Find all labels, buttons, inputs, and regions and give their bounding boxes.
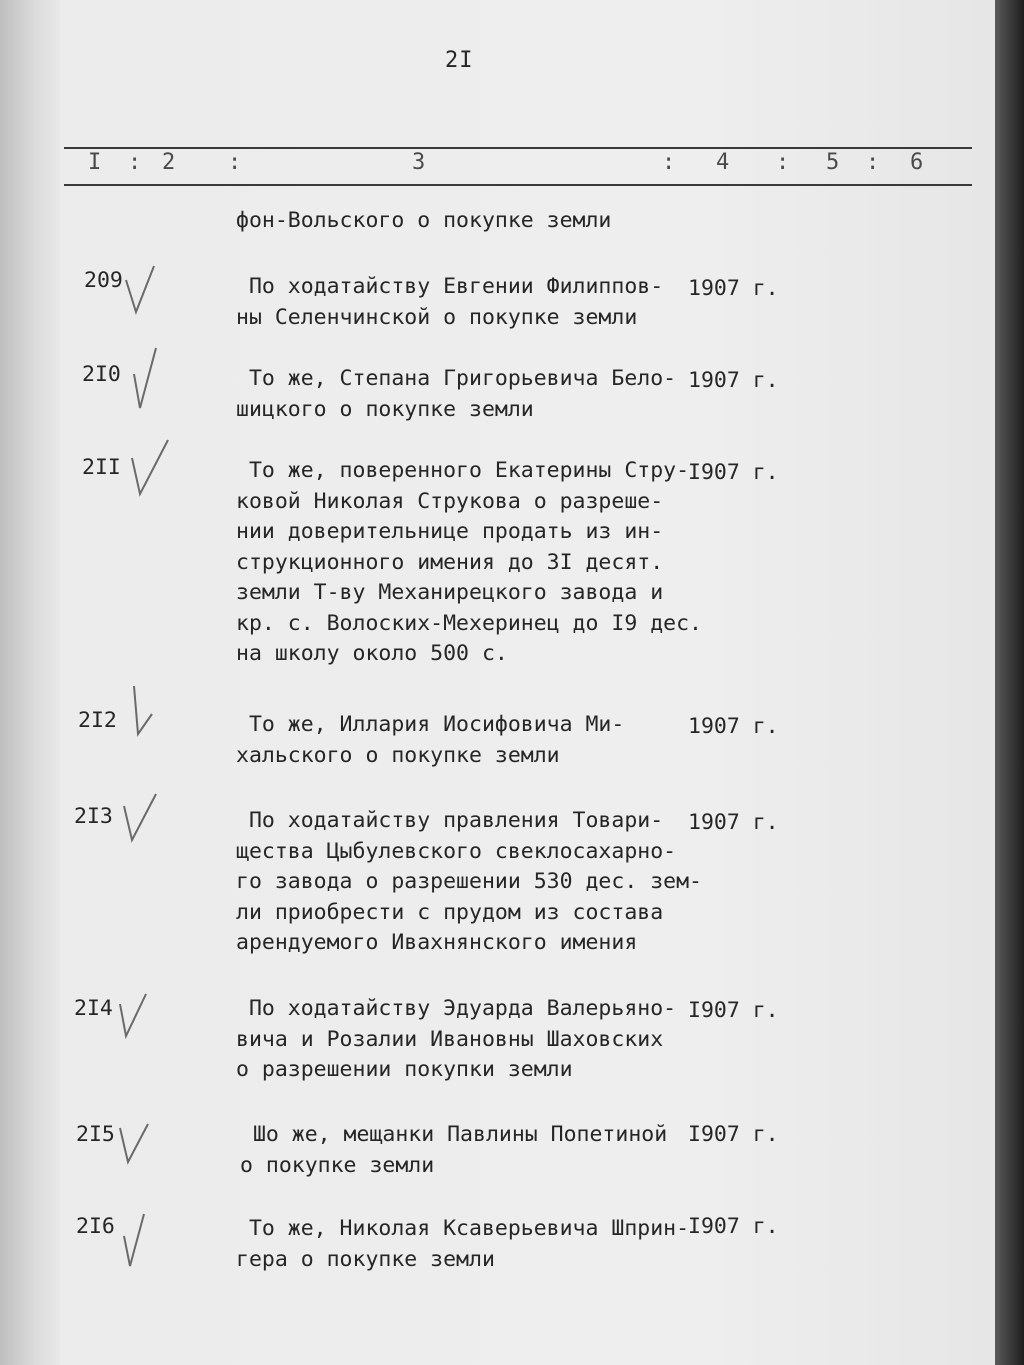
column-header-3: 3 bbox=[412, 150, 426, 175]
entry-line: хальского о покупке земли bbox=[236, 742, 560, 768]
entry-date: I907 г. bbox=[688, 460, 779, 485]
entry-number: 2I0 bbox=[82, 362, 121, 387]
entry-line: нии доверительнице продать из ин- bbox=[236, 519, 664, 544]
entry-line: вича и Розалии Ивановны Шаховских bbox=[236, 1026, 664, 1052]
entry-date: I907 г. bbox=[688, 1122, 779, 1147]
checkmark-icon bbox=[114, 1118, 154, 1168]
column-separator: : bbox=[228, 150, 242, 175]
checkmark-icon bbox=[128, 680, 158, 740]
entry-line: гера о покупке земли bbox=[236, 1246, 495, 1272]
entry-description bbox=[236, 710, 624, 771]
entry-line: кр. с. Волоских-Мехеринец до I9 дес. bbox=[236, 610, 702, 636]
entry-date: 1907 г. bbox=[688, 714, 779, 739]
entry-date: I907 г. bbox=[688, 998, 779, 1023]
continuation-line: фон-Вольского о покупке земли bbox=[236, 208, 612, 233]
entry-description bbox=[236, 456, 702, 670]
column-header-4: 4 bbox=[716, 150, 730, 175]
entry-description bbox=[236, 272, 663, 333]
column-separator: : bbox=[776, 150, 790, 175]
entry-date: 1907 г. bbox=[688, 276, 779, 301]
checkmark-icon bbox=[126, 344, 166, 414]
column-header-6: 6 bbox=[910, 150, 924, 175]
page-binding-shadow bbox=[0, 0, 60, 1365]
entry-number: 209 bbox=[84, 268, 123, 293]
entry-date: 1907 г. bbox=[688, 368, 779, 393]
entry-line: о разрешении покупки земли bbox=[236, 1057, 573, 1082]
column-header-1: I bbox=[88, 150, 102, 175]
entry-date: I907 г. bbox=[688, 1214, 779, 1239]
entry-line: ковой Николая Струкова о разреше- bbox=[236, 488, 664, 514]
entry-line: ны Селенчинской о покупке земли bbox=[236, 304, 638, 330]
entry-description bbox=[236, 806, 702, 959]
entry-line: То же, Николая Ксаверьевича Шприн- bbox=[236, 1216, 690, 1241]
entry-line: Шо же, мещанки Павлины Попетиной bbox=[240, 1122, 668, 1147]
column-separator: : bbox=[866, 150, 880, 175]
entry-line: щества Цыбулевского свеклосахарно- bbox=[236, 838, 677, 864]
entry-line: То же, Степана Григорьевича Бело- bbox=[236, 366, 677, 391]
column-header-5: 5 bbox=[826, 150, 840, 175]
entry-line: По ходатайству Евгении Филиппов- bbox=[236, 274, 664, 299]
checkmark-icon bbox=[128, 436, 172, 500]
entry-number: 2I4 bbox=[74, 996, 113, 1021]
entry-line: струкционного имения до 3I десят. bbox=[236, 549, 664, 575]
entry-line: То же, Иллария Иосифовича Ми- bbox=[236, 712, 625, 737]
entry-line: То же, поверенного Екатерины Стру- bbox=[236, 458, 690, 483]
entry-description bbox=[240, 1120, 667, 1181]
entry-line: шицкого о покупке земли bbox=[236, 396, 534, 422]
checkmark-icon bbox=[118, 790, 162, 846]
entry-number: 2I3 bbox=[74, 804, 113, 829]
column-header-2: 2 bbox=[162, 150, 176, 175]
checkmark-icon bbox=[118, 1210, 152, 1272]
page-edge-shadow bbox=[995, 0, 1024, 1365]
entry-line: о покупке земли bbox=[240, 1152, 435, 1178]
checkmark-icon bbox=[120, 262, 160, 318]
entry-description bbox=[236, 364, 676, 425]
column-separator: : bbox=[128, 150, 142, 175]
entry-line: По ходатайству Эдуарда Валерьяно- bbox=[236, 996, 677, 1021]
entry-number: 2II bbox=[82, 455, 121, 480]
entry-number: 2I5 bbox=[76, 1122, 115, 1147]
entry-date: 1907 г. bbox=[688, 810, 779, 835]
entry-line: арендуемого Ивахнянского имения bbox=[236, 930, 638, 955]
entry-line: По ходатайству правления Товари- bbox=[236, 808, 664, 833]
entry-description bbox=[236, 1214, 689, 1275]
header-rule-top bbox=[64, 147, 972, 149]
page-number: 2I bbox=[445, 48, 474, 73]
entry-line: на школу около 500 с. bbox=[236, 641, 508, 666]
entry-line: ли приобрести с прудом из состава bbox=[236, 899, 664, 925]
entry-number: 2I2 bbox=[78, 708, 117, 733]
entry-line: земли Т-ву Механирецкого завода и bbox=[236, 580, 664, 605]
entry-description bbox=[236, 994, 676, 1086]
entry-line: го завода о разрешении 530 дес. зем- bbox=[236, 869, 702, 894]
checkmark-icon bbox=[114, 990, 154, 1042]
entry-number: 2I6 bbox=[76, 1214, 115, 1239]
header-rule-bottom bbox=[64, 184, 972, 186]
column-separator: : bbox=[662, 150, 676, 175]
